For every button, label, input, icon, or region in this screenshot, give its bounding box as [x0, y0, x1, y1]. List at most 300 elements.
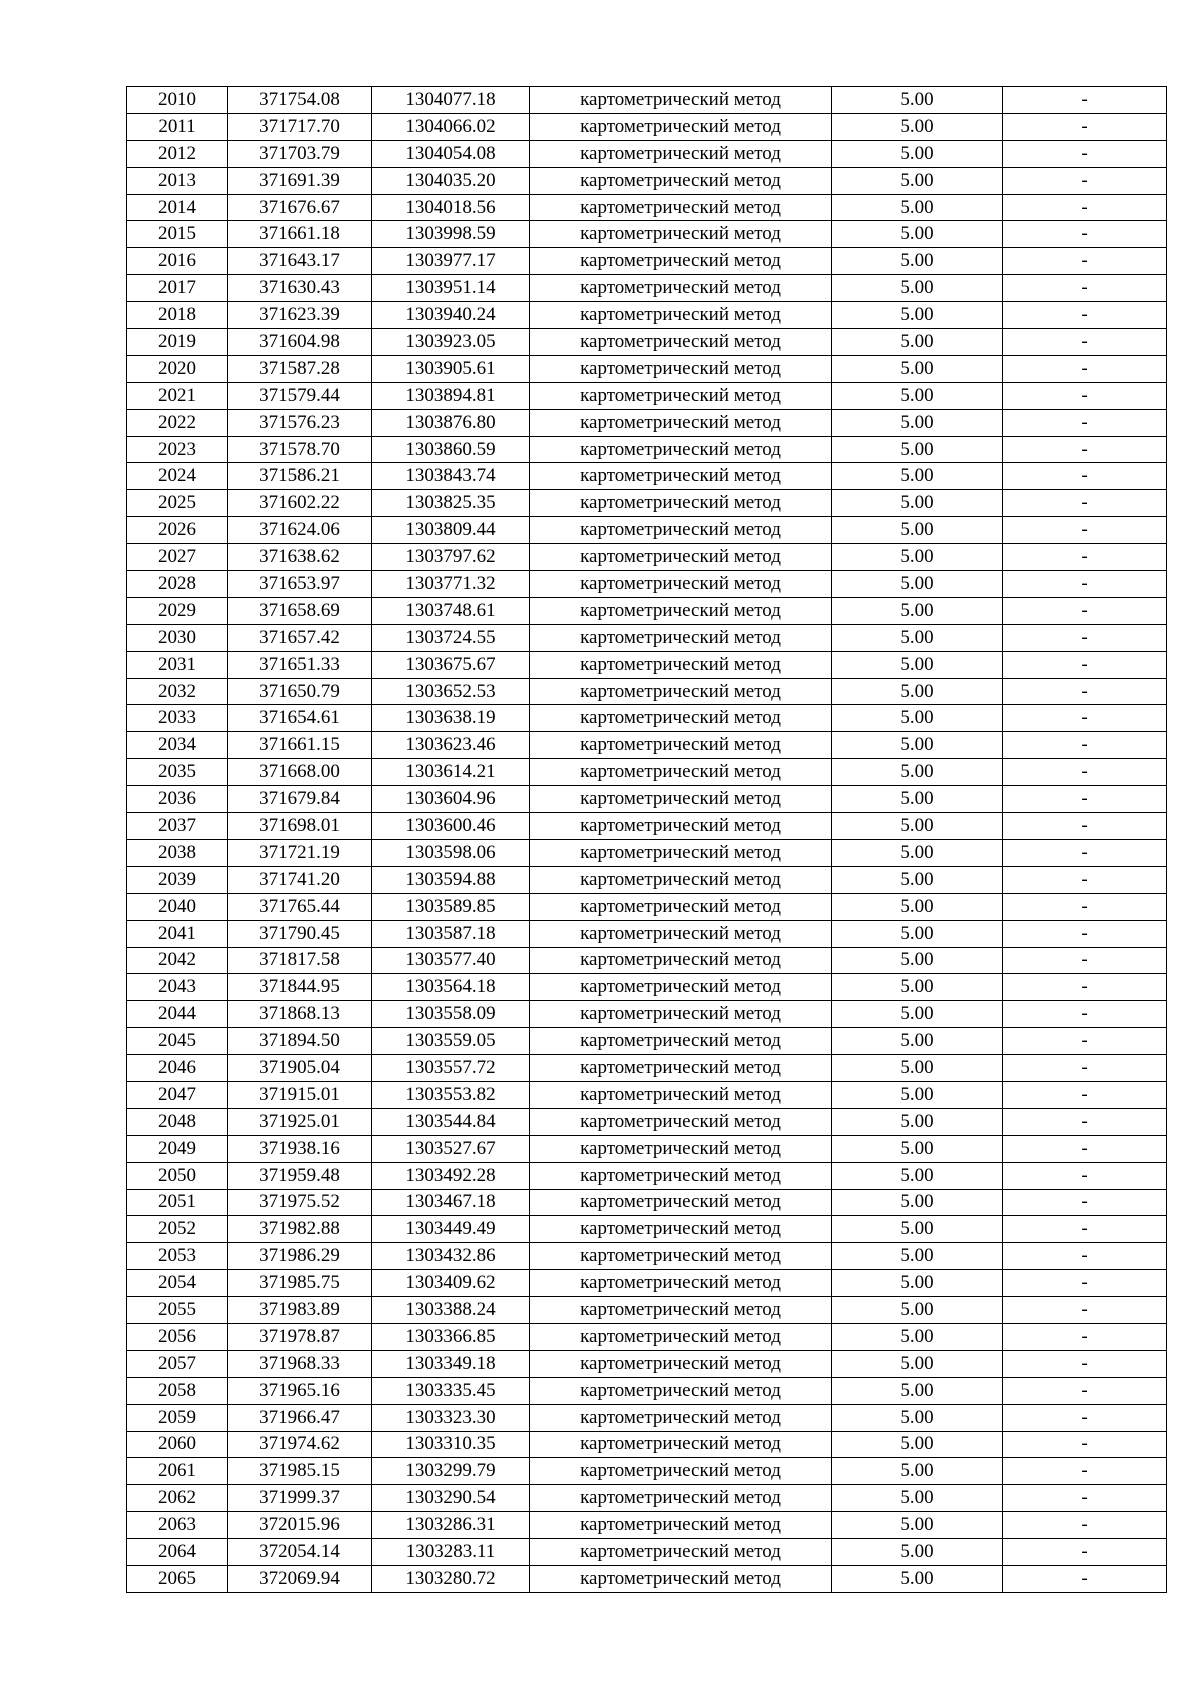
x-coordinate-cell: 371959.48	[228, 1162, 372, 1189]
point-number-cell: 2017	[127, 275, 228, 302]
note-cell: -	[1003, 544, 1167, 571]
table-row	[127, 571, 1167, 598]
accuracy-cell: 5.00	[832, 947, 1003, 974]
point-number-cell: 2046	[127, 1055, 228, 1082]
accuracy-cell: 5.00	[832, 678, 1003, 705]
y-coordinate-cell: 1303623.46	[372, 732, 530, 759]
x-coordinate-cell: 372054.14	[228, 1539, 372, 1566]
y-coordinate-cell: 1303809.44	[372, 517, 530, 544]
x-coordinate-cell: 371676.67	[228, 194, 372, 221]
y-coordinate-cell: 1303409.62	[372, 1270, 530, 1297]
y-coordinate-cell: 1303432.86	[372, 1243, 530, 1270]
table-row	[127, 167, 1167, 194]
note-cell: -	[1003, 1323, 1167, 1350]
table-row	[127, 1055, 1167, 1082]
accuracy-cell: 5.00	[832, 893, 1003, 920]
y-coordinate-cell: 1303577.40	[372, 947, 530, 974]
note-cell: -	[1003, 866, 1167, 893]
x-coordinate-cell: 371579.44	[228, 382, 372, 409]
accuracy-cell: 5.00	[832, 1431, 1003, 1458]
method-cell: картометрический метод	[530, 248, 832, 275]
table-row	[127, 866, 1167, 893]
x-coordinate-cell: 371965.16	[228, 1377, 372, 1404]
note-cell: -	[1003, 167, 1167, 194]
y-coordinate-cell: 1303283.11	[372, 1539, 530, 1566]
accuracy-cell: 5.00	[832, 302, 1003, 329]
method-cell: картометрический метод	[530, 1404, 832, 1431]
note-cell: -	[1003, 947, 1167, 974]
point-number-cell: 2022	[127, 409, 228, 436]
note-cell: -	[1003, 1162, 1167, 1189]
y-coordinate-cell: 1303558.09	[372, 1001, 530, 1028]
accuracy-cell: 5.00	[832, 409, 1003, 436]
method-cell: картометрический метод	[530, 1108, 832, 1135]
x-coordinate-cell: 371790.45	[228, 920, 372, 947]
x-coordinate-cell: 371623.39	[228, 302, 372, 329]
method-cell: картометрический метод	[530, 87, 832, 114]
point-number-cell: 2049	[127, 1135, 228, 1162]
table-row	[127, 248, 1167, 275]
y-coordinate-cell: 1303638.19	[372, 705, 530, 732]
point-number-cell: 2038	[127, 839, 228, 866]
table-row	[127, 329, 1167, 356]
method-cell: картометрический метод	[530, 1028, 832, 1055]
method-cell: картометрический метод	[530, 624, 832, 651]
accuracy-cell: 5.00	[832, 920, 1003, 947]
table-row	[127, 194, 1167, 221]
method-cell: картометрический метод	[530, 517, 832, 544]
x-coordinate-cell: 371578.70	[228, 436, 372, 463]
note-cell: -	[1003, 839, 1167, 866]
table-row	[127, 1162, 1167, 1189]
y-coordinate-cell: 1303280.72	[372, 1565, 530, 1592]
method-cell: картометрический метод	[530, 651, 832, 678]
method-cell: картометрический метод	[530, 866, 832, 893]
point-number-cell: 2032	[127, 678, 228, 705]
y-coordinate-cell: 1303388.24	[372, 1297, 530, 1324]
table-row	[127, 490, 1167, 517]
table-row	[127, 382, 1167, 409]
point-number-cell: 2035	[127, 759, 228, 786]
note-cell: -	[1003, 490, 1167, 517]
note-cell: -	[1003, 1270, 1167, 1297]
point-number-cell: 2054	[127, 1270, 228, 1297]
y-coordinate-cell: 1303843.74	[372, 463, 530, 490]
x-coordinate-cell: 371986.29	[228, 1243, 372, 1270]
table-row	[127, 1028, 1167, 1055]
point-number-cell: 2024	[127, 463, 228, 490]
point-number-cell: 2016	[127, 248, 228, 275]
table-row	[127, 436, 1167, 463]
table-row	[127, 893, 1167, 920]
x-coordinate-cell: 371654.61	[228, 705, 372, 732]
method-cell: картометрический метод	[530, 1162, 832, 1189]
x-coordinate-cell: 371651.33	[228, 651, 372, 678]
accuracy-cell: 5.00	[832, 1377, 1003, 1404]
method-cell: картометрический метод	[530, 221, 832, 248]
x-coordinate-cell: 371844.95	[228, 974, 372, 1001]
accuracy-cell: 5.00	[832, 140, 1003, 167]
point-number-cell: 2037	[127, 813, 228, 840]
note-cell: -	[1003, 759, 1167, 786]
note-cell: -	[1003, 1485, 1167, 1512]
y-coordinate-cell: 1303797.62	[372, 544, 530, 571]
y-coordinate-cell: 1303323.30	[372, 1404, 530, 1431]
note-cell: -	[1003, 1108, 1167, 1135]
point-number-cell: 2057	[127, 1350, 228, 1377]
x-coordinate-cell: 371604.98	[228, 329, 372, 356]
x-coordinate-cell: 372015.96	[228, 1512, 372, 1539]
accuracy-cell: 5.00	[832, 382, 1003, 409]
point-number-cell: 2028	[127, 571, 228, 598]
table-row	[127, 517, 1167, 544]
x-coordinate-cell: 371653.97	[228, 571, 372, 598]
note-cell: -	[1003, 1216, 1167, 1243]
point-number-cell: 2044	[127, 1001, 228, 1028]
method-cell: картометрический метод	[530, 463, 832, 490]
table-row	[127, 355, 1167, 382]
x-coordinate-cell: 371938.16	[228, 1135, 372, 1162]
note-cell: -	[1003, 1404, 1167, 1431]
note-cell: -	[1003, 1512, 1167, 1539]
x-coordinate-cell: 371915.01	[228, 1081, 372, 1108]
note-cell: -	[1003, 1028, 1167, 1055]
y-coordinate-cell: 1303587.18	[372, 920, 530, 947]
x-coordinate-cell: 371765.44	[228, 893, 372, 920]
table-row	[127, 1243, 1167, 1270]
point-number-cell: 2045	[127, 1028, 228, 1055]
accuracy-cell: 5.00	[832, 839, 1003, 866]
method-cell: картометрический метод	[530, 1458, 832, 1485]
point-number-cell: 2014	[127, 194, 228, 221]
point-number-cell: 2051	[127, 1189, 228, 1216]
note-cell: -	[1003, 813, 1167, 840]
point-number-cell: 2053	[127, 1243, 228, 1270]
y-coordinate-cell: 1303349.18	[372, 1350, 530, 1377]
point-number-cell: 2063	[127, 1512, 228, 1539]
method-cell: картометрический метод	[530, 167, 832, 194]
accuracy-cell: 5.00	[832, 597, 1003, 624]
method-cell: картометрический метод	[530, 920, 832, 947]
x-coordinate-cell: 371698.01	[228, 813, 372, 840]
point-number-cell: 2021	[127, 382, 228, 409]
point-number-cell: 2012	[127, 140, 228, 167]
note-cell: -	[1003, 436, 1167, 463]
table-row	[127, 1216, 1167, 1243]
note-cell: -	[1003, 678, 1167, 705]
y-coordinate-cell: 1303951.14	[372, 275, 530, 302]
x-coordinate-cell: 371925.01	[228, 1108, 372, 1135]
y-coordinate-cell: 1303923.05	[372, 329, 530, 356]
point-number-cell: 2011	[127, 113, 228, 140]
accuracy-cell: 5.00	[832, 221, 1003, 248]
method-cell: картометрический метод	[530, 140, 832, 167]
method-cell: картометрический метод	[530, 597, 832, 624]
coordinates-table	[126, 86, 1167, 1593]
table-row	[127, 759, 1167, 786]
x-coordinate-cell: 371868.13	[228, 1001, 372, 1028]
y-coordinate-cell: 1303449.49	[372, 1216, 530, 1243]
accuracy-cell: 5.00	[832, 87, 1003, 114]
x-coordinate-cell: 371661.15	[228, 732, 372, 759]
table-row	[127, 1512, 1167, 1539]
y-coordinate-cell: 1303527.67	[372, 1135, 530, 1162]
method-cell: картометрический метод	[530, 544, 832, 571]
y-coordinate-cell: 1303564.18	[372, 974, 530, 1001]
y-coordinate-cell: 1303876.80	[372, 409, 530, 436]
point-number-cell: 2064	[127, 1539, 228, 1566]
note-cell: -	[1003, 624, 1167, 651]
y-coordinate-cell: 1303614.21	[372, 759, 530, 786]
method-cell: картометрический метод	[530, 705, 832, 732]
y-coordinate-cell: 1303977.17	[372, 248, 530, 275]
note-cell: -	[1003, 1135, 1167, 1162]
y-coordinate-cell: 1303998.59	[372, 221, 530, 248]
table-row	[127, 624, 1167, 651]
note-cell: -	[1003, 1081, 1167, 1108]
method-cell: картометрический метод	[530, 759, 832, 786]
method-cell: картометрический метод	[530, 1565, 832, 1592]
accuracy-cell: 5.00	[832, 490, 1003, 517]
y-coordinate-cell: 1304066.02	[372, 113, 530, 140]
note-cell: -	[1003, 786, 1167, 813]
method-cell: картометрический метод	[530, 1431, 832, 1458]
y-coordinate-cell: 1303771.32	[372, 571, 530, 598]
point-number-cell: 2050	[127, 1162, 228, 1189]
point-number-cell: 2061	[127, 1458, 228, 1485]
point-number-cell: 2030	[127, 624, 228, 651]
method-cell: картометрический метод	[530, 839, 832, 866]
table-row	[127, 302, 1167, 329]
point-number-cell: 2042	[127, 947, 228, 974]
x-coordinate-cell: 371741.20	[228, 866, 372, 893]
note-cell: -	[1003, 732, 1167, 759]
point-number-cell: 2015	[127, 221, 228, 248]
method-cell: картометрический метод	[530, 1512, 832, 1539]
point-number-cell: 2019	[127, 329, 228, 356]
table-row	[127, 1189, 1167, 1216]
note-cell: -	[1003, 275, 1167, 302]
note-cell: -	[1003, 1377, 1167, 1404]
accuracy-cell: 5.00	[832, 1565, 1003, 1592]
y-coordinate-cell: 1304018.56	[372, 194, 530, 221]
y-coordinate-cell: 1303286.31	[372, 1512, 530, 1539]
accuracy-cell: 5.00	[832, 1108, 1003, 1135]
point-number-cell: 2031	[127, 651, 228, 678]
table-row	[127, 651, 1167, 678]
method-cell: картометрический метод	[530, 355, 832, 382]
table-row	[127, 1431, 1167, 1458]
y-coordinate-cell: 1303825.35	[372, 490, 530, 517]
table-row	[127, 732, 1167, 759]
note-cell: -	[1003, 87, 1167, 114]
y-coordinate-cell: 1303290.54	[372, 1485, 530, 1512]
accuracy-cell: 5.00	[832, 571, 1003, 598]
note-cell: -	[1003, 355, 1167, 382]
note-cell: -	[1003, 194, 1167, 221]
method-cell: картометрический метод	[530, 382, 832, 409]
accuracy-cell: 5.00	[832, 1539, 1003, 1566]
point-number-cell: 2036	[127, 786, 228, 813]
accuracy-cell: 5.00	[832, 1458, 1003, 1485]
method-cell: картометрический метод	[530, 1539, 832, 1566]
x-coordinate-cell: 371576.23	[228, 409, 372, 436]
accuracy-cell: 5.00	[832, 1512, 1003, 1539]
accuracy-cell: 5.00	[832, 1216, 1003, 1243]
x-coordinate-cell: 371624.06	[228, 517, 372, 544]
method-cell: картометрический метод	[530, 813, 832, 840]
x-coordinate-cell: 371668.00	[228, 759, 372, 786]
table-row	[127, 786, 1167, 813]
accuracy-cell: 5.00	[832, 436, 1003, 463]
method-cell: картометрический метод	[530, 1001, 832, 1028]
x-coordinate-cell: 371975.52	[228, 1189, 372, 1216]
accuracy-cell: 5.00	[832, 974, 1003, 1001]
method-cell: картометрический метод	[530, 1189, 832, 1216]
table-row	[127, 1485, 1167, 1512]
x-coordinate-cell: 371999.37	[228, 1485, 372, 1512]
note-cell: -	[1003, 893, 1167, 920]
note-cell: -	[1003, 1539, 1167, 1566]
x-coordinate-cell: 371630.43	[228, 275, 372, 302]
y-coordinate-cell: 1303594.88	[372, 866, 530, 893]
x-coordinate-cell: 371983.89	[228, 1297, 372, 1324]
x-coordinate-cell: 371602.22	[228, 490, 372, 517]
x-coordinate-cell: 371985.15	[228, 1458, 372, 1485]
accuracy-cell: 5.00	[832, 275, 1003, 302]
x-coordinate-cell: 371982.88	[228, 1216, 372, 1243]
table-row	[127, 1350, 1167, 1377]
accuracy-cell: 5.00	[832, 1485, 1003, 1512]
method-cell: картометрический метод	[530, 1350, 832, 1377]
note-cell: -	[1003, 651, 1167, 678]
note-cell: -	[1003, 705, 1167, 732]
note-cell: -	[1003, 463, 1167, 490]
y-coordinate-cell: 1303589.85	[372, 893, 530, 920]
x-coordinate-cell: 371968.33	[228, 1350, 372, 1377]
note-cell: -	[1003, 1297, 1167, 1324]
accuracy-cell: 5.00	[832, 1001, 1003, 1028]
x-coordinate-cell: 371966.47	[228, 1404, 372, 1431]
y-coordinate-cell: 1303467.18	[372, 1189, 530, 1216]
method-cell: картометрический метод	[530, 1216, 832, 1243]
note-cell: -	[1003, 248, 1167, 275]
accuracy-cell: 5.00	[832, 1243, 1003, 1270]
point-number-cell: 2033	[127, 705, 228, 732]
x-coordinate-cell: 371721.19	[228, 839, 372, 866]
y-coordinate-cell: 1303366.85	[372, 1323, 530, 1350]
method-cell: картометрический метод	[530, 1485, 832, 1512]
note-cell: -	[1003, 382, 1167, 409]
y-coordinate-cell: 1304077.18	[372, 87, 530, 114]
method-cell: картометрический метод	[530, 974, 832, 1001]
note-cell: -	[1003, 221, 1167, 248]
table-row	[127, 1108, 1167, 1135]
table-row	[127, 1297, 1167, 1324]
point-number-cell: 2040	[127, 893, 228, 920]
y-coordinate-cell: 1303598.06	[372, 839, 530, 866]
method-cell: картометрический метод	[530, 1135, 832, 1162]
method-cell: картометрический метод	[530, 1270, 832, 1297]
point-number-cell: 2010	[127, 87, 228, 114]
table-row	[127, 221, 1167, 248]
y-coordinate-cell: 1303860.59	[372, 436, 530, 463]
accuracy-cell: 5.00	[832, 732, 1003, 759]
y-coordinate-cell: 1303544.84	[372, 1108, 530, 1135]
accuracy-cell: 5.00	[832, 1081, 1003, 1108]
method-cell: картометрический метод	[530, 329, 832, 356]
y-coordinate-cell: 1303894.81	[372, 382, 530, 409]
table-row	[127, 678, 1167, 705]
accuracy-cell: 5.00	[832, 759, 1003, 786]
x-coordinate-cell: 371894.50	[228, 1028, 372, 1055]
table-row	[127, 1458, 1167, 1485]
y-coordinate-cell: 1304035.20	[372, 167, 530, 194]
table-row	[127, 813, 1167, 840]
y-coordinate-cell: 1303310.35	[372, 1431, 530, 1458]
table-row	[127, 140, 1167, 167]
x-coordinate-cell: 371817.58	[228, 947, 372, 974]
table-row	[127, 409, 1167, 436]
table-row	[127, 1081, 1167, 1108]
y-coordinate-cell: 1303559.05	[372, 1028, 530, 1055]
x-coordinate-cell: 371658.69	[228, 597, 372, 624]
table-row	[127, 1001, 1167, 1028]
point-number-cell: 2023	[127, 436, 228, 463]
method-cell: картометрический метод	[530, 1377, 832, 1404]
table-row	[127, 544, 1167, 571]
method-cell: картометрический метод	[530, 1081, 832, 1108]
accuracy-cell: 5.00	[832, 1162, 1003, 1189]
point-number-cell: 2039	[127, 866, 228, 893]
point-number-cell: 2048	[127, 1108, 228, 1135]
method-cell: картометрический метод	[530, 409, 832, 436]
y-coordinate-cell: 1303492.28	[372, 1162, 530, 1189]
method-cell: картометрический метод	[530, 1055, 832, 1082]
note-cell: -	[1003, 571, 1167, 598]
accuracy-cell: 5.00	[832, 113, 1003, 140]
accuracy-cell: 5.00	[832, 813, 1003, 840]
x-coordinate-cell: 371717.70	[228, 113, 372, 140]
accuracy-cell: 5.00	[832, 1323, 1003, 1350]
point-number-cell: 2060	[127, 1431, 228, 1458]
point-number-cell: 2043	[127, 974, 228, 1001]
point-number-cell: 2025	[127, 490, 228, 517]
y-coordinate-cell: 1303553.82	[372, 1081, 530, 1108]
method-cell: картометрический метод	[530, 113, 832, 140]
method-cell: картометрический метод	[530, 893, 832, 920]
method-cell: картометрический метод	[530, 947, 832, 974]
accuracy-cell: 5.00	[832, 866, 1003, 893]
y-coordinate-cell: 1303299.79	[372, 1458, 530, 1485]
x-coordinate-cell: 371661.18	[228, 221, 372, 248]
y-coordinate-cell: 1303940.24	[372, 302, 530, 329]
accuracy-cell: 5.00	[832, 705, 1003, 732]
method-cell: картометрический метод	[530, 571, 832, 598]
accuracy-cell: 5.00	[832, 194, 1003, 221]
point-number-cell: 2055	[127, 1297, 228, 1324]
method-cell: картометрический метод	[530, 302, 832, 329]
note-cell: -	[1003, 409, 1167, 436]
accuracy-cell: 5.00	[832, 1350, 1003, 1377]
x-coordinate-cell: 372069.94	[228, 1565, 372, 1592]
method-cell: картометрический метод	[530, 1243, 832, 1270]
table-row	[127, 947, 1167, 974]
x-coordinate-cell: 371643.17	[228, 248, 372, 275]
point-number-cell: 2027	[127, 544, 228, 571]
accuracy-cell: 5.00	[832, 1135, 1003, 1162]
point-number-cell: 2041	[127, 920, 228, 947]
